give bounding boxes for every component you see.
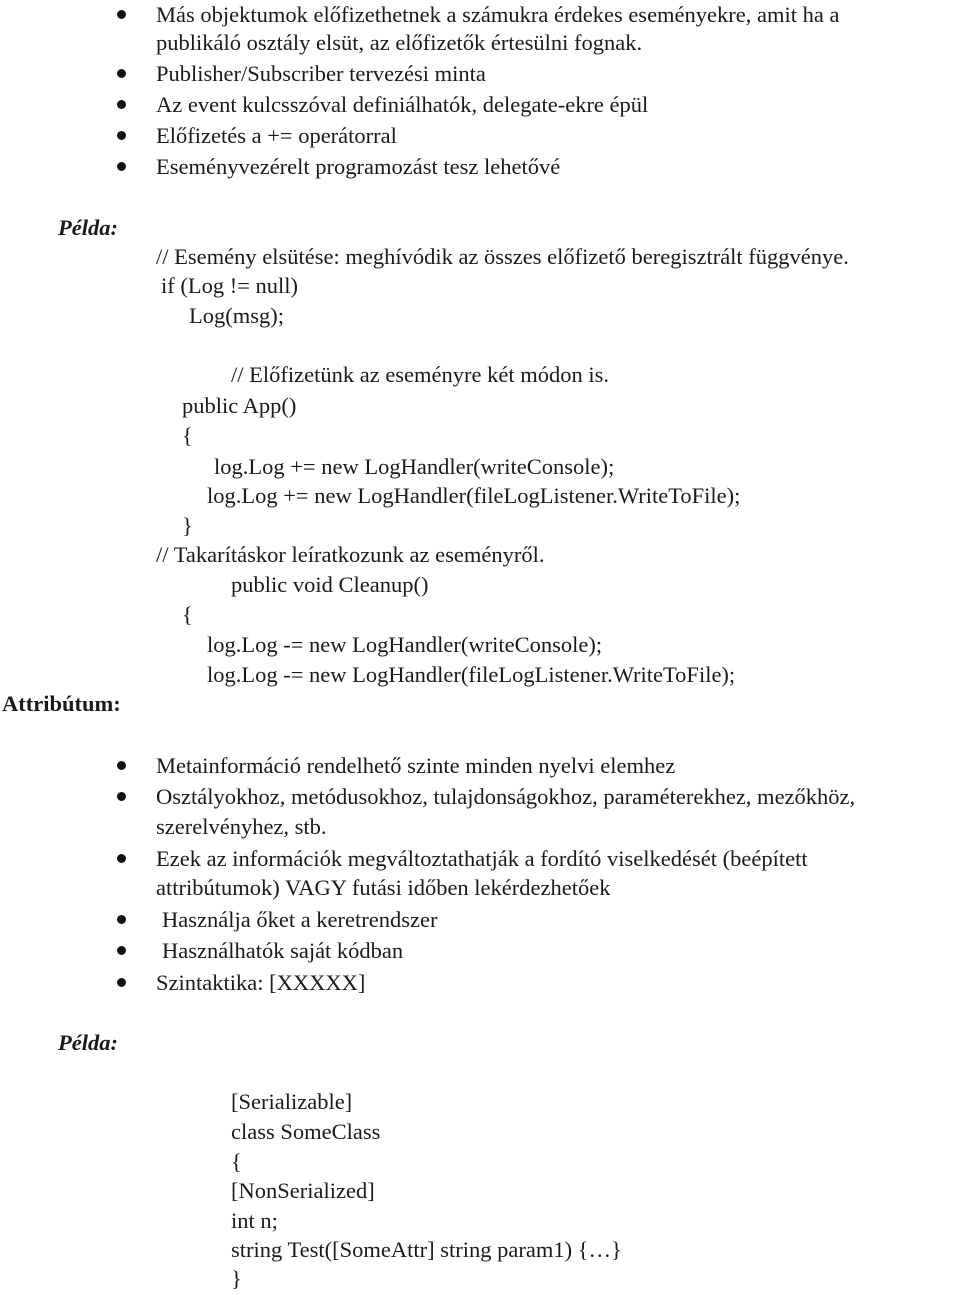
bullet-icon [117,915,126,924]
list-item: Előfizetés a += operátorral [156,123,397,148]
code-line: { [182,602,193,627]
bullet-icon [117,100,126,109]
list-item-continuation: szerelvényhez, stb. [156,814,327,839]
list-item: Más objektumok előfizethetnek a számukra érdekes eseményekre, amit ha a [156,2,840,27]
code-line: Log(msg); [189,303,284,328]
list-item: Publisher/Subscriber tervezési minta [156,61,486,86]
bullet-icon [117,854,126,863]
list-item-continuation: publikáló osztály elsüt, az előfizetők értesülni fognak. [156,30,643,55]
code-line: log.Log -= new LogHandler(fileLogListener.WriteToFile); [207,662,736,687]
code-line: // Takarításkor leíratkozunk az eseményről. [156,542,545,567]
bullet-icon [117,792,126,801]
list-item: Eseményvezérelt programozást tesz lehetővé [156,154,561,179]
list-item: Az event kulcsszóval definiálhatók, delegate-ekre épül [156,92,649,117]
code-line: int n; [231,1208,278,1233]
section-label-pelda: Példa: [58,1030,118,1055]
bullet-icon [117,761,126,770]
bullet-icon [117,69,126,78]
code-line: log.Log += new LogHandler(writeConsole); [214,454,615,479]
code-line: // Előfizetünk az eseményre két módon is. [231,362,610,387]
code-line: [Serializable] [231,1089,353,1114]
code-line: { [231,1149,242,1174]
list-item-continuation: attribútumok) VAGY futási időben lekérdezhetőek [156,875,611,900]
code-line: // Esemény elsütése: meghívódik az összes előfizető beregisztrált függvénye. [156,244,849,269]
bullet-icon [117,10,126,19]
list-item: Használhatók saját kódban [162,938,404,963]
section-label-pelda: Példa: [58,215,118,240]
code-line: log.Log += new LogHandler(fileLogListener.WriteToFile); [207,483,741,508]
list-item: Szintaktika: [XXXXX] [156,970,366,995]
bullet-icon [117,978,126,987]
code-line: [NonSerialized] [231,1178,375,1203]
code-line: public App() [182,393,297,418]
code-line: } [182,513,193,538]
list-item: Használja őket a keretrendszer [162,907,438,932]
bullet-icon [117,131,126,140]
code-line: } [231,1266,242,1291]
list-item: Osztályokhoz, metódusokhoz, tulajdonságokhoz, paraméterekhez, mezőkhöz, [156,784,856,809]
code-line: class SomeClass [231,1119,381,1144]
code-line: if (Log != null) [161,273,299,298]
code-line: string Test([SomeAttr] string param1) {…} [231,1237,622,1262]
list-item: Ezek az információk megváltoztathatják a fordító viselkedését (beépített [156,846,808,871]
list-item: Metainformáció rendelhető szinte minden nyelvi elemhez [156,753,676,778]
section-label-attributum: Attribútum: [2,691,121,716]
code-line: public void Cleanup() [231,572,429,597]
code-line: log.Log -= new LogHandler(writeConsole); [207,632,603,657]
bullet-icon [117,946,126,955]
code-line: { [182,423,193,448]
bullet-icon [117,162,126,171]
